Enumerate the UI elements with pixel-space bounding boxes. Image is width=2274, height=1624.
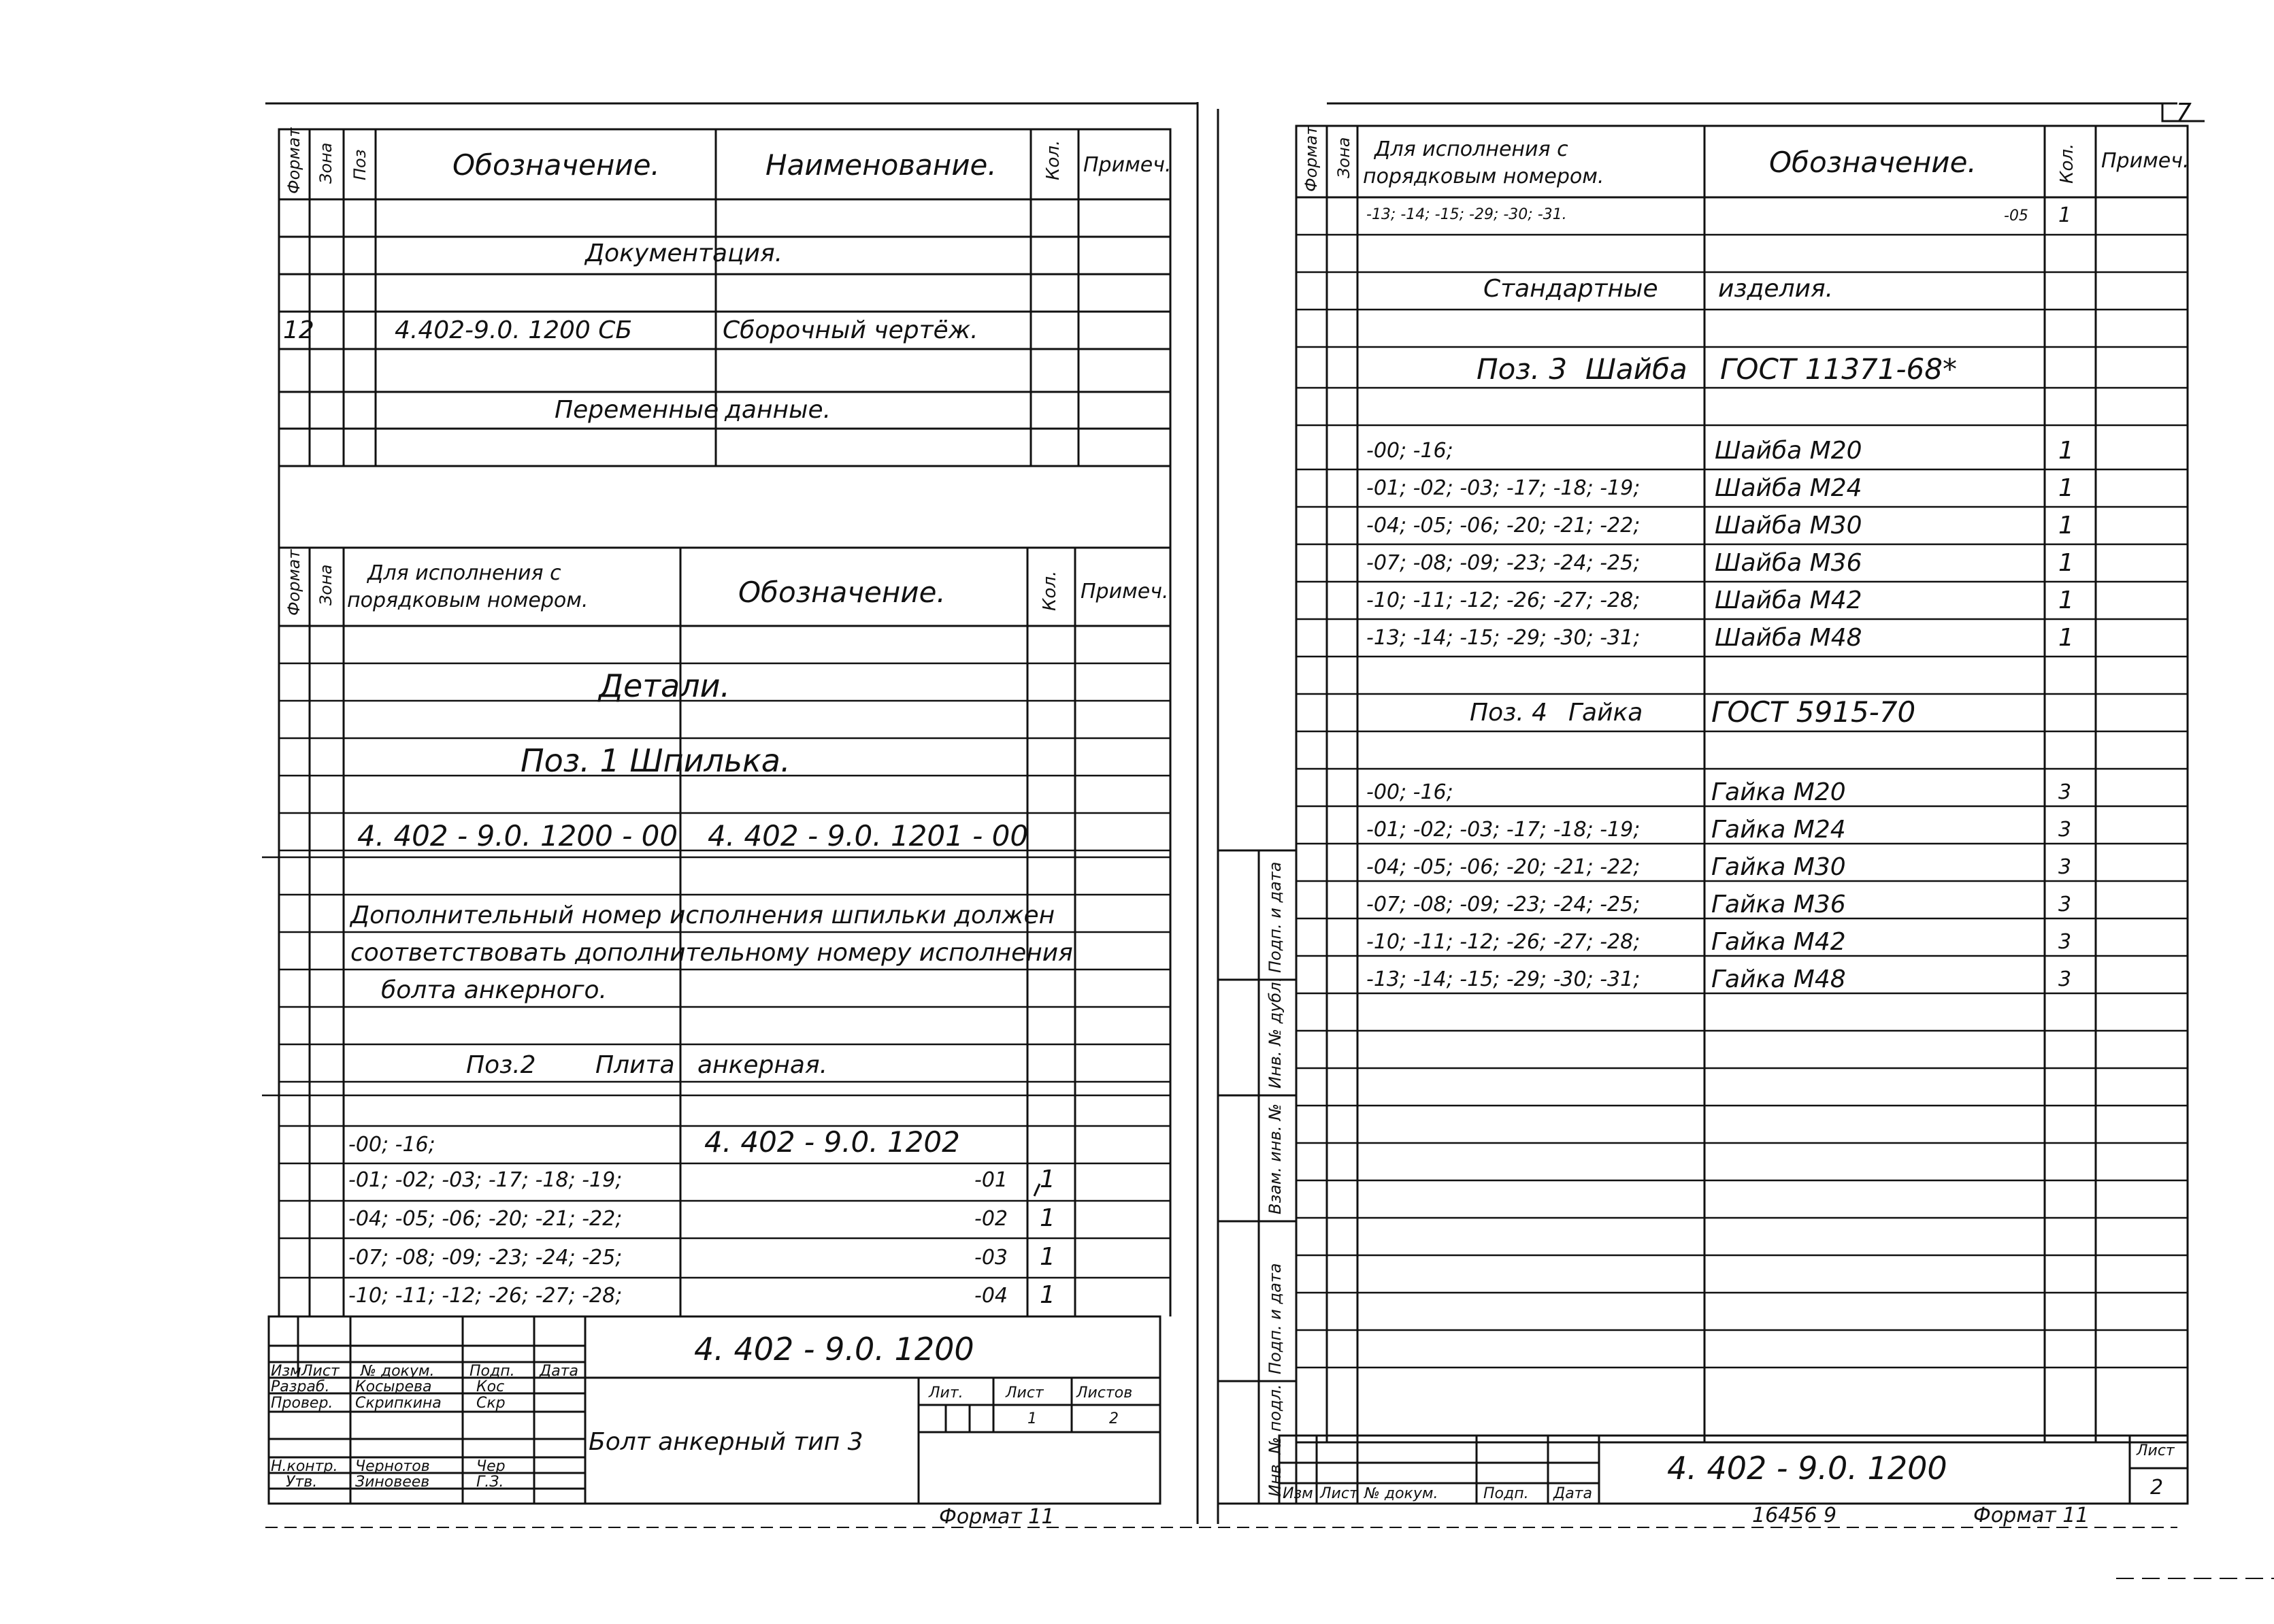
col-header-note: Примеч. <box>2101 149 2190 173</box>
archive-number: 16456 9 <box>1752 1504 1837 1527</box>
pos4-name: Гайка <box>1568 699 1643 727</box>
col-header-format: Формат <box>284 127 303 194</box>
note-line-2: соответствовать дополнительному номеру исполнения <box>350 939 1073 967</box>
col-header-format: Формат <box>1302 125 1321 192</box>
col-header-note-2: Примеч. <box>1081 580 1169 603</box>
note-line-3: болта анкерного. <box>381 976 607 1004</box>
col-header-designation: Обозначение. <box>452 148 660 182</box>
pos4-pos: Поз. 4 <box>1470 699 1548 727</box>
col-header-qty: Кол. <box>2057 143 2077 184</box>
pos2-row-designation: -03 <box>974 1246 1008 1270</box>
pos2-row-qty: 1 <box>1040 1204 1055 1232</box>
pos2-row-variant: -00; -16; <box>348 1133 435 1157</box>
col-header-note: Примеч. <box>1083 153 1172 177</box>
section-standard-2: изделия. <box>1718 275 1834 303</box>
first-row-designation: -05 <box>2004 208 2028 225</box>
stamp-person: Чернотов <box>355 1458 430 1475</box>
washer-qty: 1 <box>2058 549 2074 577</box>
nut-variant: -10; -11; -12; -26; -27; -28; <box>1366 930 1641 954</box>
stamp-role: Разраб. <box>271 1378 330 1395</box>
nut-qty: 3 <box>2058 818 2072 842</box>
washer-name: Шайба М24 <box>1715 474 1862 502</box>
col-header-variant-line2: порядковым номером. <box>347 589 589 612</box>
nut-name: Гайка М42 <box>1711 928 1846 956</box>
washer-name: Шайба М36 <box>1715 549 1862 577</box>
nut-variant: -07; -08; -09; -23; -24; -25; <box>1366 893 1641 916</box>
section-variable-data-1: Переменные <box>555 396 719 424</box>
nut-qty: 3 <box>2058 855 2072 879</box>
col-header-variant-line2: порядковым номером. <box>1363 165 1604 188</box>
nut-qty: 3 <box>2058 930 2072 954</box>
nut-name: Гайка М30 <box>1711 853 1846 881</box>
nut-variant: -01; -02; -03; -17; -18; -19; <box>1366 818 1641 842</box>
col-header-designation-2: Обозначение. <box>738 576 946 609</box>
pos2-row-designation: -01 <box>974 1168 1008 1192</box>
first-row-variant: -13; -14; -15; -29; -30; -31. <box>1366 206 1567 223</box>
side-label: Инв. № подл. <box>1266 1384 1285 1497</box>
doc-row-pos: 12 <box>283 316 314 344</box>
pos2-row-variant: -01; -02; -03; -17; -18; -19; <box>348 1168 623 1192</box>
stamp-signature: Г.З. <box>476 1474 504 1491</box>
stamp-sheet-label: Лист <box>2137 1442 2175 1459</box>
pos3-name: Шайба <box>1585 352 1687 386</box>
note-line-1: Дополнительный номер исполнения шпильки должен <box>350 901 1055 929</box>
col-header-designation: Обозначение. <box>1769 146 1977 179</box>
nut-name: Гайка М36 <box>1711 891 1846 918</box>
col-header-format-2: Формат <box>284 549 303 616</box>
col-header-zone: Зона <box>316 142 335 184</box>
format-label: Формат 11 <box>939 1505 1055 1529</box>
nut-qty: 3 <box>2058 967 2072 991</box>
washer-variant: -13; -14; -15; -29; -30; -31; <box>1366 626 1641 650</box>
pos2-name-2: анкерная. <box>697 1051 828 1079</box>
stamp-role: Утв. <box>286 1474 318 1491</box>
stamp-col: Дата <box>540 1363 578 1380</box>
washer-qty: 1 <box>2058 437 2074 465</box>
side-label: Взам. инв. № <box>1266 1104 1285 1214</box>
stamp-col: Подп. <box>469 1363 515 1380</box>
doc-row-designation: 4.402-9.0. 1200 СБ <box>395 316 633 344</box>
pos2-row-designation: 4. 402 - 9.0. 1202 <box>704 1125 960 1159</box>
washer-variant: -07; -08; -09; -23; -24; -25; <box>1366 551 1641 575</box>
stamp-person: Зиновеев <box>355 1474 430 1491</box>
washer-name: Шайба М30 <box>1715 512 1862 540</box>
page-number: 7 <box>2176 99 2192 127</box>
col-header-qty: Кол. <box>1043 139 1064 180</box>
format-label: Формат 11 <box>1973 1504 2089 1527</box>
col-header-qty-2: Кол. <box>1040 570 1060 611</box>
washer-qty: 1 <box>2058 474 2074 502</box>
section-standard-1: Стандартные <box>1483 275 1658 303</box>
stamp-signature: Скр <box>476 1395 506 1412</box>
pos1-title: Поз. 1 Шпилька. <box>521 742 791 779</box>
stamp-col: № докум. <box>361 1363 435 1380</box>
pos2-row-qty: 1 <box>1040 1281 1055 1309</box>
stamp-doc-code: 4. 402 - 9.0. 1200 <box>1667 1450 1947 1487</box>
section-variable-data-2: данные. <box>725 396 831 424</box>
washer-name: Шайба М48 <box>1715 624 1862 652</box>
pos3-pos: Поз. 3 <box>1477 352 1568 386</box>
side-label: Подп. и дата <box>1266 1263 1285 1374</box>
washer-variant: -00; -16; <box>1366 439 1453 463</box>
washer-variant: -01; -02; -03; -17; -18; -19; <box>1366 476 1641 500</box>
col-header-name: Наименование. <box>765 148 997 182</box>
nut-name: Гайка М24 <box>1711 816 1846 844</box>
side-label: Инв. № дубл. <box>1266 976 1285 1089</box>
pos2-row-designation: -02 <box>974 1207 1008 1231</box>
col-header-variant-line1: Для исполнения с <box>367 561 561 585</box>
pos2-row-variant: -04; -05; -06; -20; -21; -22; <box>348 1207 623 1231</box>
washer-variant: -04; -05; -06; -20; -21; -22; <box>1366 514 1641 537</box>
washer-qty: 1 <box>2058 512 2074 540</box>
pos2-row-qty: 1 <box>1040 1243 1055 1271</box>
stamp-col: Изм <box>271 1363 301 1380</box>
col-header-pos: Поз <box>350 149 369 180</box>
col-header-variant-line1: Для исполнения с <box>1374 137 1568 161</box>
stamp-sheet-label: Лист <box>1006 1385 1044 1402</box>
washer-qty: 1 <box>2058 624 2074 652</box>
stamp-role: Провер. <box>271 1395 333 1412</box>
stamp-lit-label: Лит. <box>929 1385 963 1402</box>
washer-variant: -10; -11; -12; -26; -27; -28; <box>1366 589 1641 612</box>
stamp-person: Косырева <box>355 1378 432 1395</box>
pos2-name-1: Плита <box>595 1051 675 1079</box>
pos2-pos: Поз.2 <box>466 1051 536 1079</box>
stamp-col: № докум. <box>1364 1485 1438 1502</box>
stamp-doc-code: 4. 402 - 9.0. 1200 <box>694 1331 974 1368</box>
nut-variant: -04; -05; -06; -20; -21; -22; <box>1366 855 1641 879</box>
stamp-title: Болт анкерный тип 3 <box>589 1428 863 1456</box>
stamp-col: Дата <box>1553 1485 1592 1502</box>
washer-name: Шайба М42 <box>1715 586 1862 614</box>
pos1-designation: 4. 402 - 9.0. 1201 - 00 <box>708 819 1029 852</box>
nut-variant: -13; -14; -15; -29; -30; -31; <box>1366 967 1641 991</box>
tick-mark <box>1034 1184 1040 1196</box>
stamp-col: Подп. <box>1483 1485 1529 1502</box>
pos2-row-variant: -10; -11; -12; -26; -27; -28; <box>348 1284 623 1308</box>
stamp-signature: Чер <box>476 1458 506 1475</box>
doc-row-name: Сборочный чертёж. <box>723 316 978 344</box>
section-parts: Детали. <box>599 667 731 704</box>
nut-variant: -00; -16; <box>1366 780 1453 804</box>
stamp-person: Скрипкина <box>355 1395 442 1412</box>
nut-qty: 3 <box>2058 893 2072 916</box>
washer-qty: 1 <box>2058 586 2074 614</box>
nut-name: Гайка М20 <box>1711 778 1846 806</box>
stamp-sheets-label: Листов <box>1076 1385 1133 1402</box>
stamp-col: Изм <box>1283 1485 1313 1502</box>
pos4-gost: ГОСТ 5915-70 <box>1711 695 1916 729</box>
first-row-qty: 1 <box>2058 203 2072 227</box>
section-documentation: Документация. <box>585 239 783 267</box>
stamp-sheet-value: 2 <box>2150 1476 2164 1499</box>
pos1-variant: 4. 402 - 9.0. 1200 - 00 <box>357 819 678 852</box>
col-header-zone: Зона <box>1334 137 1353 178</box>
stamp-col: Лист <box>301 1363 340 1380</box>
pos2-row-qty: 1 <box>1040 1165 1055 1193</box>
washer-name: Шайба М20 <box>1715 437 1862 465</box>
nut-name: Гайка М48 <box>1711 965 1846 993</box>
stamp-sheets-value: 2 <box>1109 1410 1119 1427</box>
pos3-gost: ГОСТ 11371-68* <box>1720 352 1957 386</box>
stamp-role: Н.контр. <box>271 1458 338 1475</box>
pos2-row-designation: -04 <box>974 1284 1008 1308</box>
stamp-signature: Кос <box>476 1378 505 1395</box>
col-header-zone-2: Зона <box>316 564 335 606</box>
nut-qty: 3 <box>2058 780 2072 804</box>
side-label: Подп. и дата <box>1266 861 1285 973</box>
pos2-row-variant: -07; -08; -09; -23; -24; -25; <box>348 1246 623 1270</box>
stamp-sheet-value: 1 <box>1027 1410 1037 1427</box>
stamp-col: Лист <box>1320 1485 1358 1502</box>
